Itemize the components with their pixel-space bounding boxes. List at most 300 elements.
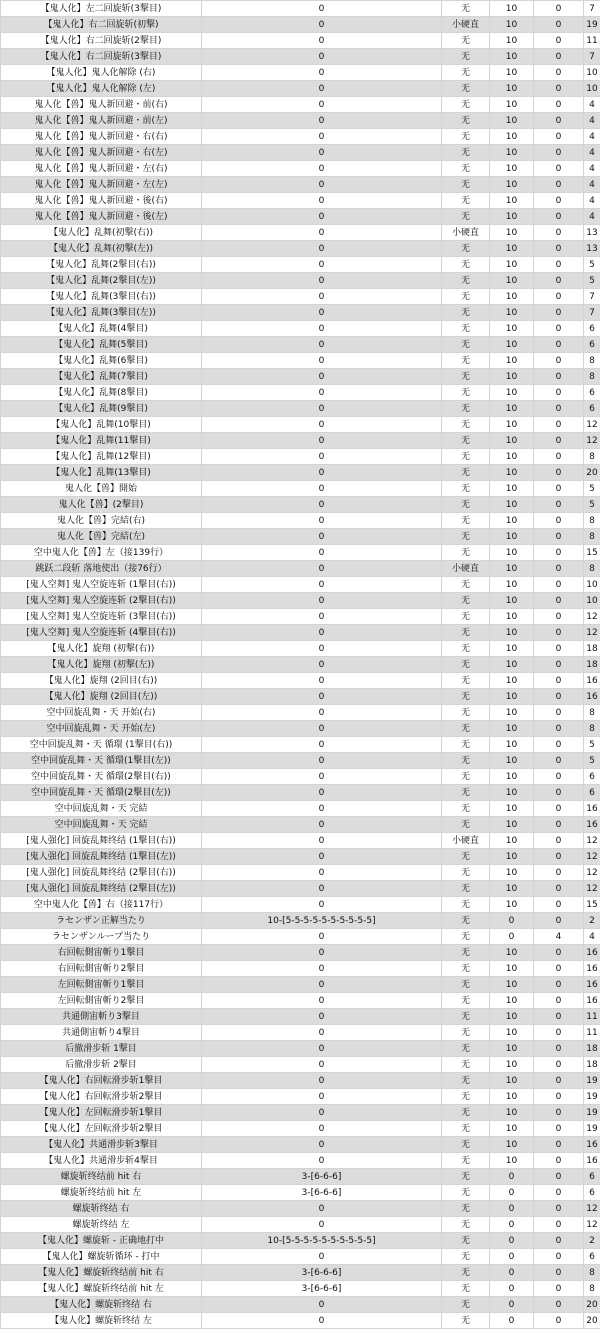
value-a-cell: 10 — [490, 529, 534, 545]
table-row — [1, 17, 600, 33]
table-row — [1, 657, 600, 673]
value-c-cell: 8 — [584, 449, 600, 465]
stagger-cell: 无 — [442, 449, 490, 465]
stagger-cell: 无 — [442, 705, 490, 721]
table-row — [1, 49, 600, 65]
value-b-cell: 0 — [534, 1089, 584, 1105]
value-c-cell: 20 — [584, 465, 600, 481]
value-c-cell: 6 — [584, 385, 600, 401]
motion-name-cell: 【鬼人化】旋翔 (初撃(左)) — [1, 657, 202, 673]
hit-count-cell: 0 — [202, 1073, 442, 1089]
value-b-cell: 0 — [534, 465, 584, 481]
hit-count-cell: 3-[6-6-6] — [202, 1169, 442, 1185]
stagger-cell: 无 — [442, 401, 490, 417]
hit-count-cell: 0 — [202, 337, 442, 353]
value-a-cell: 10 — [490, 993, 534, 1009]
value-b-cell: 0 — [534, 705, 584, 721]
stagger-cell: 无 — [442, 81, 490, 97]
value-c-cell: 12 — [584, 1201, 600, 1217]
value-c-cell: 7 — [584, 289, 600, 305]
stagger-cell: 无 — [442, 785, 490, 801]
value-c-cell: 5 — [584, 497, 600, 513]
motion-name-cell: 鬼人化【兽】鬼人新回避・後(右) — [1, 193, 202, 209]
hit-count-cell: 0 — [202, 193, 442, 209]
stagger-cell: 无 — [442, 1153, 490, 1169]
hit-count-cell: 0 — [202, 641, 442, 657]
value-a-cell: 10 — [490, 561, 534, 577]
value-c-cell: 12 — [584, 849, 600, 865]
value-a-cell: 10 — [490, 625, 534, 641]
value-b-cell: 0 — [534, 625, 584, 641]
stagger-cell: 无 — [442, 1233, 490, 1249]
motion-name-cell: 共通側宙斬り4撃目 — [1, 1025, 202, 1041]
value-c-cell: 7 — [584, 1, 600, 17]
value-a-cell: 10 — [490, 593, 534, 609]
motion-name-cell: 螺旋斩终结 右 — [1, 1201, 202, 1217]
hit-count-cell: 0 — [202, 609, 442, 625]
value-b-cell: 0 — [534, 193, 584, 209]
stagger-cell: 无 — [442, 881, 490, 897]
value-b-cell: 0 — [534, 305, 584, 321]
value-a-cell: 10 — [490, 849, 534, 865]
value-b-cell: 0 — [534, 1153, 584, 1169]
motion-name-cell: 【鬼人化】乱舞(初撃(右)) — [1, 225, 202, 241]
value-b-cell: 0 — [534, 513, 584, 529]
value-b-cell: 0 — [534, 385, 584, 401]
table-row — [1, 625, 600, 641]
stagger-cell: 小硬直 — [442, 561, 490, 577]
value-a-cell: 10 — [490, 33, 534, 49]
value-c-cell: 4 — [584, 929, 600, 945]
value-a-cell: 10 — [490, 177, 534, 193]
value-a-cell: 10 — [490, 65, 534, 81]
hit-count-cell: 0 — [202, 897, 442, 913]
motion-name-cell: 鬼人化【兽】鬼人新回避・左(右) — [1, 161, 202, 177]
table-row — [1, 81, 600, 97]
motion-name-cell: [鬼人强化] 回旋乱舞终结 (2撃目(左)) — [1, 881, 202, 897]
stagger-cell: 无 — [442, 945, 490, 961]
motion-name-cell: 空中回旋乱舞・天 循環(1撃目(左)) — [1, 753, 202, 769]
value-b-cell: 0 — [534, 833, 584, 849]
hit-count-cell: 0 — [202, 1009, 442, 1025]
stagger-cell: 无 — [442, 465, 490, 481]
value-a-cell: 0 — [490, 1249, 534, 1265]
table-row — [1, 337, 600, 353]
hit-count-cell: 10-[5-5-5-5-5-5-5-5-5-5] — [202, 913, 442, 929]
stagger-cell: 无 — [442, 129, 490, 145]
hit-count-cell: 0 — [202, 961, 442, 977]
table-row — [1, 817, 600, 833]
value-a-cell: 10 — [490, 481, 534, 497]
value-a-cell: 0 — [490, 1233, 534, 1249]
value-b-cell: 4 — [534, 929, 584, 945]
motion-name-cell: 空中鬼人化【兽】右（接117行） — [1, 897, 202, 913]
hit-count-cell: 0 — [202, 321, 442, 337]
table-row — [1, 1297, 600, 1313]
stagger-cell: 无 — [442, 385, 490, 401]
stagger-cell: 无 — [442, 1073, 490, 1089]
value-b-cell: 0 — [534, 353, 584, 369]
table-row — [1, 1137, 600, 1153]
table-row — [1, 897, 600, 913]
value-b-cell: 0 — [534, 161, 584, 177]
value-b-cell: 0 — [534, 737, 584, 753]
hit-count-cell: 0 — [202, 513, 442, 529]
value-a-cell: 10 — [490, 673, 534, 689]
motion-name-cell: 【鬼人化】右回転滑步斩2撃目 — [1, 1089, 202, 1105]
value-c-cell: 11 — [584, 33, 600, 49]
stagger-cell: 无 — [442, 865, 490, 881]
motion-name-cell: 空中鬼人化【兽】左（接139行） — [1, 545, 202, 561]
stagger-cell: 无 — [442, 609, 490, 625]
stagger-cell: 无 — [442, 1185, 490, 1201]
motion-name-cell: 【鬼人化】鬼人化解除 (右) — [1, 65, 202, 81]
table-row — [1, 833, 600, 849]
stagger-cell: 无 — [442, 1137, 490, 1153]
hit-count-cell: 0 — [202, 1025, 442, 1041]
motion-name-cell: 后撤滑步斩 1撃目 — [1, 1041, 202, 1057]
value-a-cell: 10 — [490, 273, 534, 289]
value-c-cell: 6 — [584, 1185, 600, 1201]
table-row — [1, 513, 600, 529]
stagger-cell: 无 — [442, 273, 490, 289]
value-a-cell: 10 — [490, 145, 534, 161]
hit-count-cell: 0 — [202, 81, 442, 97]
motion-name-cell: 【鬼人化】右二回旋斩(3撃目) — [1, 49, 202, 65]
stagger-cell: 无 — [442, 1041, 490, 1057]
stagger-cell: 无 — [442, 817, 490, 833]
stagger-cell: 无 — [442, 753, 490, 769]
value-a-cell: 10 — [490, 225, 534, 241]
motion-name-cell: 【鬼人化】乱舞(8撃目) — [1, 385, 202, 401]
value-c-cell: 5 — [584, 737, 600, 753]
value-b-cell: 0 — [534, 913, 584, 929]
hit-count-cell: 0 — [202, 545, 442, 561]
value-c-cell: 8 — [584, 529, 600, 545]
value-c-cell: 12 — [584, 1217, 600, 1233]
value-c-cell: 5 — [584, 273, 600, 289]
table-row — [1, 929, 600, 945]
table-row — [1, 209, 600, 225]
table-row — [1, 689, 600, 705]
table-row — [1, 545, 600, 561]
motion-name-cell: 【鬼人化】乱舞(11撃目) — [1, 433, 202, 449]
table-row — [1, 273, 600, 289]
table-row — [1, 289, 600, 305]
stagger-cell: 无 — [442, 657, 490, 673]
value-c-cell: 16 — [584, 993, 600, 1009]
table-row — [1, 97, 600, 113]
value-b-cell: 0 — [534, 529, 584, 545]
motion-name-cell: 【鬼人化】乱舞(初撃(左)) — [1, 241, 202, 257]
table-row — [1, 305, 600, 321]
value-c-cell: 16 — [584, 1153, 600, 1169]
value-a-cell: 10 — [490, 833, 534, 849]
table-row — [1, 369, 600, 385]
motion-name-cell: 【鬼人化】旋翔 (2回目(左)) — [1, 689, 202, 705]
stagger-cell: 无 — [442, 769, 490, 785]
hit-count-cell: 0 — [202, 177, 442, 193]
motion-name-cell: 共通側宙斬り3撃目 — [1, 1009, 202, 1025]
value-b-cell: 0 — [534, 801, 584, 817]
value-a-cell: 10 — [490, 353, 534, 369]
stagger-cell: 无 — [442, 1169, 490, 1185]
motion-name-cell: [鬼人强化] 回旋乱舞终结 (1撃目(右)) — [1, 833, 202, 849]
stagger-cell: 无 — [442, 545, 490, 561]
stagger-cell: 无 — [442, 993, 490, 1009]
motion-name-cell: 【鬼人化】螺旋斩终结前 hit 左 — [1, 1281, 202, 1297]
motion-name-cell: 鬼人化【兽】鬼人新回避・前(右) — [1, 97, 202, 113]
stagger-cell: 无 — [442, 481, 490, 497]
stagger-cell: 无 — [442, 305, 490, 321]
hit-count-cell: 0 — [202, 1089, 442, 1105]
hit-count-cell: 0 — [202, 417, 442, 433]
motion-name-cell: 【鬼人化】右二回旋斩(初撃) — [1, 17, 202, 33]
value-a-cell: 10 — [490, 577, 534, 593]
table-row — [1, 1041, 600, 1057]
table-row — [1, 1121, 600, 1137]
value-c-cell: 19 — [584, 1105, 600, 1121]
stagger-cell: 无 — [442, 113, 490, 129]
hit-count-cell: 0 — [202, 721, 442, 737]
hit-count-cell: 0 — [202, 401, 442, 417]
table-row — [1, 961, 600, 977]
stagger-cell: 无 — [442, 977, 490, 993]
stagger-cell: 无 — [442, 1057, 490, 1073]
table-row — [1, 417, 600, 433]
table-row — [1, 785, 600, 801]
stagger-cell: 无 — [442, 497, 490, 513]
value-a-cell: 10 — [490, 977, 534, 993]
value-b-cell: 0 — [534, 977, 584, 993]
motion-name-cell: 【鬼人化】乱舞(2撃目(右)) — [1, 257, 202, 273]
value-c-cell: 6 — [584, 785, 600, 801]
value-a-cell: 10 — [490, 1025, 534, 1041]
motion-name-cell: 跳跃二段斩 落地使出（接76行） — [1, 561, 202, 577]
value-c-cell: 8 — [584, 513, 600, 529]
hit-count-cell: 0 — [202, 97, 442, 113]
motion-name-cell: 【鬼人化】螺旋斩 - 正确地打中 — [1, 1233, 202, 1249]
value-b-cell: 0 — [534, 49, 584, 65]
value-c-cell: 10 — [584, 81, 600, 97]
stagger-cell: 无 — [442, 961, 490, 977]
table-row — [1, 673, 600, 689]
motion-name-cell: 空中回旋乱舞・天 循環(2撃目(左)) — [1, 785, 202, 801]
hit-count-cell: 0 — [202, 817, 442, 833]
hit-count-cell: 0 — [202, 241, 442, 257]
motion-name-cell: 【鬼人化】乱舞(6撃目) — [1, 353, 202, 369]
table-row — [1, 145, 600, 161]
table-row — [1, 481, 600, 497]
hit-count-cell: 0 — [202, 673, 442, 689]
value-a-cell: 10 — [490, 465, 534, 481]
value-c-cell: 4 — [584, 129, 600, 145]
stagger-cell: 无 — [442, 321, 490, 337]
motion-name-cell: 【鬼人化】共通滑步斩3撃目 — [1, 1137, 202, 1153]
hit-count-cell: 0 — [202, 305, 442, 321]
value-a-cell: 10 — [490, 401, 534, 417]
table-row — [1, 993, 600, 1009]
hit-count-cell: 0 — [202, 497, 442, 513]
hit-count-cell: 0 — [202, 881, 442, 897]
hit-count-cell: 0 — [202, 529, 442, 545]
table-row — [1, 561, 600, 577]
value-c-cell: 16 — [584, 977, 600, 993]
value-c-cell: 16 — [584, 945, 600, 961]
motion-name-cell: [鬼人强化] 回旋乱舞终结 (1撃目(左)) — [1, 849, 202, 865]
stagger-cell: 无 — [442, 897, 490, 913]
stagger-cell: 无 — [442, 513, 490, 529]
hit-count-cell: 0 — [202, 369, 442, 385]
stagger-cell: 无 — [442, 65, 490, 81]
stagger-cell: 无 — [442, 193, 490, 209]
stagger-cell: 无 — [442, 625, 490, 641]
value-c-cell: 20 — [584, 1297, 600, 1313]
stagger-cell: 无 — [442, 1217, 490, 1233]
value-a-cell: 10 — [490, 81, 534, 97]
value-a-cell: 10 — [490, 17, 534, 33]
stagger-cell: 无 — [442, 177, 490, 193]
value-a-cell: 10 — [490, 769, 534, 785]
table-row — [1, 913, 600, 929]
value-c-cell: 18 — [584, 657, 600, 673]
value-a-cell: 10 — [490, 1137, 534, 1153]
value-b-cell: 0 — [534, 1025, 584, 1041]
value-c-cell: 18 — [584, 641, 600, 657]
table-row — [1, 465, 600, 481]
value-c-cell: 15 — [584, 897, 600, 913]
value-c-cell: 8 — [584, 1281, 600, 1297]
table-row — [1, 1089, 600, 1105]
value-a-cell: 10 — [490, 1057, 534, 1073]
table-row — [1, 641, 600, 657]
value-a-cell: 10 — [490, 1041, 534, 1057]
motion-name-cell: 【鬼人化】旋翔 (初撃(右)) — [1, 641, 202, 657]
value-b-cell: 0 — [534, 257, 584, 273]
value-c-cell: 7 — [584, 305, 600, 321]
hit-count-cell: 0 — [202, 385, 442, 401]
stagger-cell: 无 — [442, 353, 490, 369]
value-b-cell: 0 — [534, 145, 584, 161]
value-b-cell: 0 — [534, 1297, 584, 1313]
hit-count-cell: 0 — [202, 1153, 442, 1169]
table-row — [1, 737, 600, 753]
value-a-cell: 10 — [490, 641, 534, 657]
value-c-cell: 6 — [584, 321, 600, 337]
stagger-cell: 小硬直 — [442, 17, 490, 33]
table-row — [1, 977, 600, 993]
value-c-cell: 6 — [584, 401, 600, 417]
hit-count-cell: 0 — [202, 257, 442, 273]
table-row — [1, 1073, 600, 1089]
value-b-cell: 0 — [534, 401, 584, 417]
stagger-cell: 无 — [442, 1, 490, 17]
motion-name-cell: 【鬼人化】左回転滑步斩2撃目 — [1, 1121, 202, 1137]
table-body — [1, 1, 600, 1329]
table-row — [1, 257, 600, 273]
value-a-cell: 10 — [490, 817, 534, 833]
hit-count-cell: 0 — [202, 593, 442, 609]
value-a-cell: 10 — [490, 513, 534, 529]
hit-count-cell: 0 — [202, 161, 442, 177]
motion-name-cell: 鬼人化【兽】完結(右) — [1, 513, 202, 529]
value-a-cell: 10 — [490, 241, 534, 257]
stagger-cell: 无 — [442, 689, 490, 705]
value-b-cell: 0 — [534, 1281, 584, 1297]
table-row — [1, 433, 600, 449]
motion-name-cell: 右回転側宙斬り2撃目 — [1, 961, 202, 977]
value-a-cell: 10 — [490, 449, 534, 465]
motion-name-cell: 【鬼人化】乱舞(7撃目) — [1, 369, 202, 385]
value-b-cell: 0 — [534, 1201, 584, 1217]
value-a-cell: 10 — [490, 161, 534, 177]
value-a-cell: 10 — [490, 209, 534, 225]
value-a-cell: 10 — [490, 385, 534, 401]
hit-count-cell: 0 — [202, 577, 442, 593]
motion-name-cell: 【鬼人化】左回転滑步斩1撃目 — [1, 1105, 202, 1121]
motion-name-cell: [鬼人空舞] 鬼人空旋连斩 (3撃目(右)) — [1, 609, 202, 625]
value-a-cell: 10 — [490, 417, 534, 433]
value-c-cell: 6 — [584, 1169, 600, 1185]
value-a-cell: 10 — [490, 705, 534, 721]
table-row — [1, 65, 600, 81]
value-a-cell: 10 — [490, 609, 534, 625]
value-a-cell: 10 — [490, 113, 534, 129]
value-b-cell: 0 — [534, 1313, 584, 1329]
table-row — [1, 497, 600, 513]
value-b-cell: 0 — [534, 1265, 584, 1281]
value-b-cell: 0 — [534, 657, 584, 673]
value-b-cell: 0 — [534, 209, 584, 225]
table-row — [1, 241, 600, 257]
value-b-cell: 0 — [534, 289, 584, 305]
value-b-cell: 0 — [534, 1057, 584, 1073]
value-b-cell: 0 — [534, 1233, 584, 1249]
value-c-cell: 4 — [584, 209, 600, 225]
motion-name-cell: 【鬼人化】螺旋斩终结前 hit 右 — [1, 1265, 202, 1281]
value-c-cell: 8 — [584, 561, 600, 577]
motion-name-cell: ラセンザンループ当たり — [1, 929, 202, 945]
value-a-cell: 10 — [490, 305, 534, 321]
table-row — [1, 401, 600, 417]
stagger-cell: 无 — [442, 1089, 490, 1105]
hit-count-cell: 0 — [202, 1313, 442, 1329]
hit-count-cell: 0 — [202, 737, 442, 753]
value-b-cell: 0 — [534, 769, 584, 785]
table-row — [1, 705, 600, 721]
hit-count-cell: 0 — [202, 129, 442, 145]
value-a-cell: 0 — [490, 1297, 534, 1313]
value-a-cell: 10 — [490, 49, 534, 65]
hit-count-cell: 10-[5-5-5-5-5-5-5-5-5-5] — [202, 1233, 442, 1249]
table-row — [1, 1313, 600, 1329]
value-c-cell: 18 — [584, 1057, 600, 1073]
hit-count-cell: 0 — [202, 785, 442, 801]
motion-name-cell: 螺旋斩终结前 hit 右 — [1, 1169, 202, 1185]
hit-count-cell: 0 — [202, 1057, 442, 1073]
value-b-cell: 0 — [534, 1249, 584, 1265]
motion-name-cell: 鬼人化【兽】鬼人新回避・右(左) — [1, 145, 202, 161]
value-b-cell: 0 — [534, 849, 584, 865]
motion-name-cell: [鬼人强化] 回旋乱舞终结 (2撃目(右)) — [1, 865, 202, 881]
hit-count-cell: 0 — [202, 561, 442, 577]
hit-count-cell: 0 — [202, 1137, 442, 1153]
value-c-cell: 12 — [584, 417, 600, 433]
motion-name-cell: 【鬼人化】乱舞(13撃目) — [1, 465, 202, 481]
hit-count-cell: 3-[6-6-6] — [202, 1281, 442, 1297]
table-row — [1, 609, 600, 625]
value-c-cell: 6 — [584, 769, 600, 785]
